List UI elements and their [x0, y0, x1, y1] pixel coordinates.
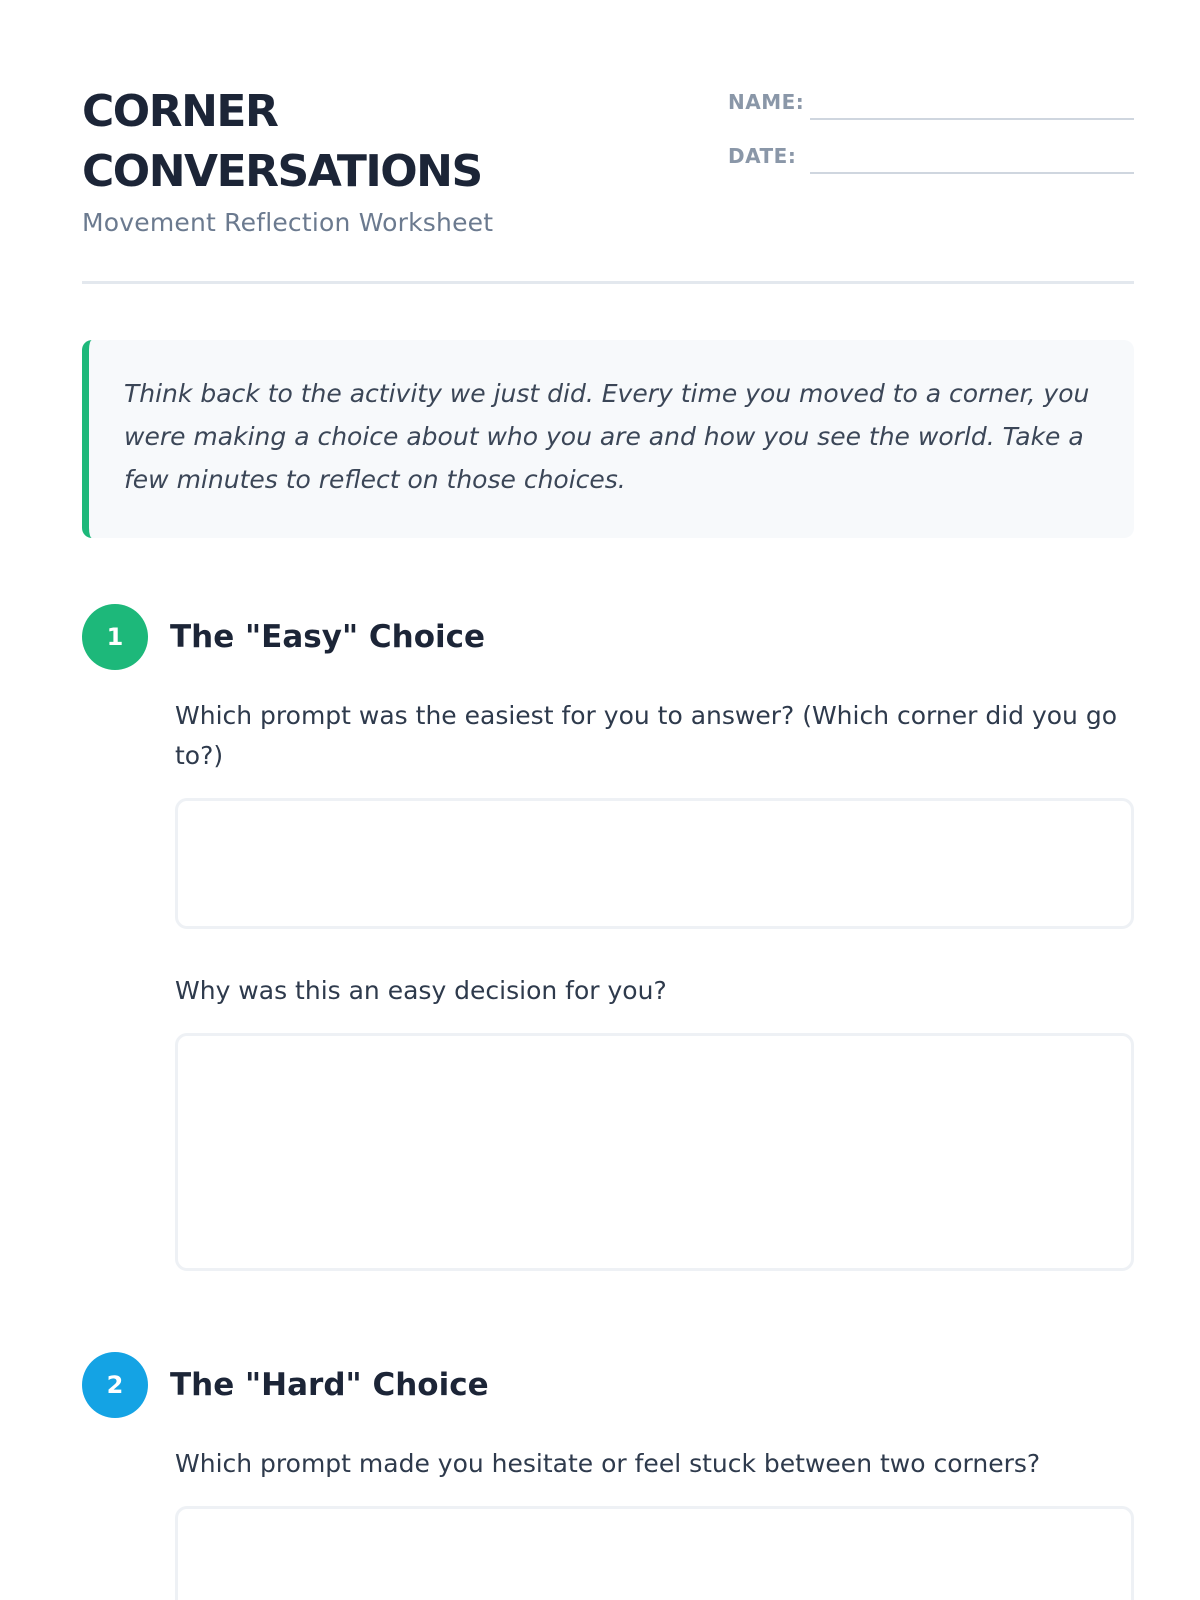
intro-callout [82, 340, 1134, 538]
title-line-2: CONVERSATIONS [82, 146, 482, 197]
title-line-1: CORNER [82, 86, 278, 137]
page-subtitle: Movement Reflection Worksheet [82, 208, 494, 237]
answer-box[interactable] [175, 1506, 1134, 1600]
answer-box[interactable] [175, 798, 1134, 929]
section-title: The "Easy" Choice [170, 619, 486, 655]
section-title: The "Hard" Choice [170, 1367, 489, 1403]
name-row [728, 82, 1134, 120]
section-hard-choice [82, 1352, 1134, 1600]
worksheet-page [82, 0, 1134, 1600]
date-row [728, 136, 1134, 174]
intro-text: Think back to the activity we just did. Every time you moved to a corner, you were making a choice about who you are and how you see the world. Take a few minutes to reflect on those choices. [124, 379, 1090, 494]
section-number-badge: 1 [82, 604, 148, 670]
name-label: NAME: [728, 90, 805, 114]
section-header [82, 1352, 1134, 1418]
answer-box[interactable] [175, 1033, 1134, 1271]
date-field[interactable] [810, 136, 1134, 174]
question-text: Which prompt was the easiest for you to answer? (Which corner did you go to?) [175, 701, 1118, 770]
section-header [82, 604, 1134, 670]
page-title [82, 82, 602, 202]
question-text: Which prompt made you hesitate or feel stuck between two corners? [175, 1449, 1041, 1478]
student-info [728, 82, 1134, 190]
section-number-badge: 2 [82, 1352, 148, 1418]
section-easy-choice [82, 604, 1134, 1271]
header-divider [82, 281, 1134, 284]
worksheet-header [82, 82, 1134, 237]
question-text: Why was this an easy decision for you? [175, 976, 667, 1005]
date-label: DATE: [728, 144, 797, 168]
name-field[interactable] [810, 82, 1134, 120]
